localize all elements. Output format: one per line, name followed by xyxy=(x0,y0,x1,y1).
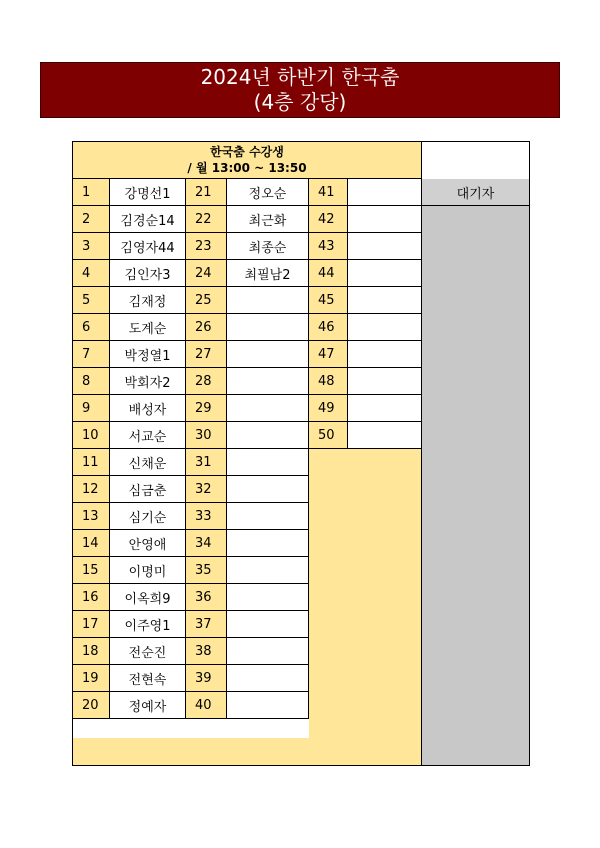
student-name: 심기순 xyxy=(110,503,186,530)
student-name xyxy=(227,341,309,368)
student-name xyxy=(348,368,422,395)
seat-number: 15 xyxy=(73,557,110,584)
seat-number: 42 xyxy=(309,206,348,233)
student-name xyxy=(348,233,422,260)
seat-number: 47 xyxy=(309,341,348,368)
seat-number: 29 xyxy=(186,395,227,422)
empty-block xyxy=(309,449,422,738)
student-name: 강명선1 xyxy=(110,179,186,206)
student-name xyxy=(227,665,309,692)
seat-number: 24 xyxy=(186,260,227,287)
seat-number: 26 xyxy=(186,314,227,341)
seat-number: 11 xyxy=(73,449,110,476)
student-name: 서교순 xyxy=(110,422,186,449)
seat-number: 13 xyxy=(73,503,110,530)
seat-number: 41 xyxy=(309,179,348,206)
student-name xyxy=(227,314,309,341)
title-banner xyxy=(40,62,560,118)
title-line-1: 2024년 하반기 한국춤 xyxy=(200,65,400,89)
class-header xyxy=(73,142,422,179)
seat-number: 34 xyxy=(186,530,227,557)
student-name: 박회자2 xyxy=(110,368,186,395)
seat-number: 35 xyxy=(186,557,227,584)
student-name: 박정열1 xyxy=(110,341,186,368)
seat-number: 9 xyxy=(73,395,110,422)
seat-number: 10 xyxy=(73,422,110,449)
student-name xyxy=(227,692,309,719)
student-name: 심금춘 xyxy=(110,476,186,503)
footer-bar xyxy=(73,738,422,765)
seat-number: 50 xyxy=(309,422,348,449)
seat-number: 21 xyxy=(186,179,227,206)
waitlist-area xyxy=(422,206,529,765)
seat-number: 22 xyxy=(186,206,227,233)
student-name: 배성자 xyxy=(110,395,186,422)
student-name xyxy=(227,611,309,638)
seat-number: 18 xyxy=(73,638,110,665)
seat-number: 6 xyxy=(73,314,110,341)
student-name: 전순진 xyxy=(110,638,186,665)
student-name: 전현속 xyxy=(110,665,186,692)
student-name xyxy=(227,530,309,557)
seat-number: 30 xyxy=(186,422,227,449)
student-name xyxy=(227,449,309,476)
seat-number: 3 xyxy=(73,233,110,260)
student-name xyxy=(348,314,422,341)
roster-table xyxy=(72,141,530,766)
seat-number: 44 xyxy=(309,260,348,287)
student-name xyxy=(227,584,309,611)
seat-number: 46 xyxy=(309,314,348,341)
seat-number: 32 xyxy=(186,476,227,503)
seat-number: 31 xyxy=(186,449,227,476)
student-name: 김인자3 xyxy=(110,260,186,287)
seat-number: 2 xyxy=(73,206,110,233)
seat-number: 39 xyxy=(186,665,227,692)
student-name xyxy=(227,557,309,584)
header-blank xyxy=(422,142,529,179)
seat-number: 5 xyxy=(73,287,110,314)
seat-number: 45 xyxy=(309,287,348,314)
seat-number: 28 xyxy=(186,368,227,395)
student-name xyxy=(348,341,422,368)
student-name xyxy=(227,503,309,530)
seat-number: 27 xyxy=(186,341,227,368)
seat-number: 14 xyxy=(73,530,110,557)
student-name xyxy=(348,179,422,206)
student-name: 김재정 xyxy=(110,287,186,314)
seat-number: 23 xyxy=(186,233,227,260)
student-name: 이주영1 xyxy=(110,611,186,638)
student-name: 이옥희9 xyxy=(110,584,186,611)
seat-number: 17 xyxy=(73,611,110,638)
seat-number: 1 xyxy=(73,179,110,206)
student-name xyxy=(227,476,309,503)
student-name: 최근화 xyxy=(227,206,309,233)
student-name xyxy=(227,638,309,665)
class-name: 한국춤 수강생 xyxy=(210,145,284,159)
student-name: 정오순 xyxy=(227,179,309,206)
student-name: 김경순14 xyxy=(110,206,186,233)
seat-number: 12 xyxy=(73,476,110,503)
student-name: 이명미 xyxy=(110,557,186,584)
seat-number: 19 xyxy=(73,665,110,692)
seat-number: 33 xyxy=(186,503,227,530)
student-name xyxy=(348,287,422,314)
seat-number: 36 xyxy=(186,584,227,611)
seat-number: 4 xyxy=(73,260,110,287)
class-schedule: / 월 13:00 ~ 13:50 xyxy=(187,161,307,175)
student-name: 신채운 xyxy=(110,449,186,476)
seat-number: 7 xyxy=(73,341,110,368)
student-name xyxy=(348,260,422,287)
student-name: 도계순 xyxy=(110,314,186,341)
seat-number: 20 xyxy=(73,692,110,719)
seat-number: 40 xyxy=(186,692,227,719)
seat-number: 8 xyxy=(73,368,110,395)
seat-number: 25 xyxy=(186,287,227,314)
seat-number: 16 xyxy=(73,584,110,611)
student-name: 최종순 xyxy=(227,233,309,260)
title-line-2: (4층 강당) xyxy=(253,90,347,114)
seat-number: 48 xyxy=(309,368,348,395)
student-name xyxy=(227,287,309,314)
seat-number: 38 xyxy=(186,638,227,665)
student-name xyxy=(348,422,422,449)
student-name xyxy=(227,422,309,449)
waitlist-header: 대기자 xyxy=(422,179,529,206)
student-name: 정예자 xyxy=(110,692,186,719)
student-name: 안영애 xyxy=(110,530,186,557)
seat-number: 37 xyxy=(186,611,227,638)
student-name xyxy=(348,395,422,422)
student-name xyxy=(348,206,422,233)
student-name: 최필남2 xyxy=(227,260,309,287)
student-name xyxy=(227,368,309,395)
seat-number: 49 xyxy=(309,395,348,422)
seat-number: 43 xyxy=(309,233,348,260)
student-name xyxy=(227,395,309,422)
student-name: 김영자44 xyxy=(110,233,186,260)
